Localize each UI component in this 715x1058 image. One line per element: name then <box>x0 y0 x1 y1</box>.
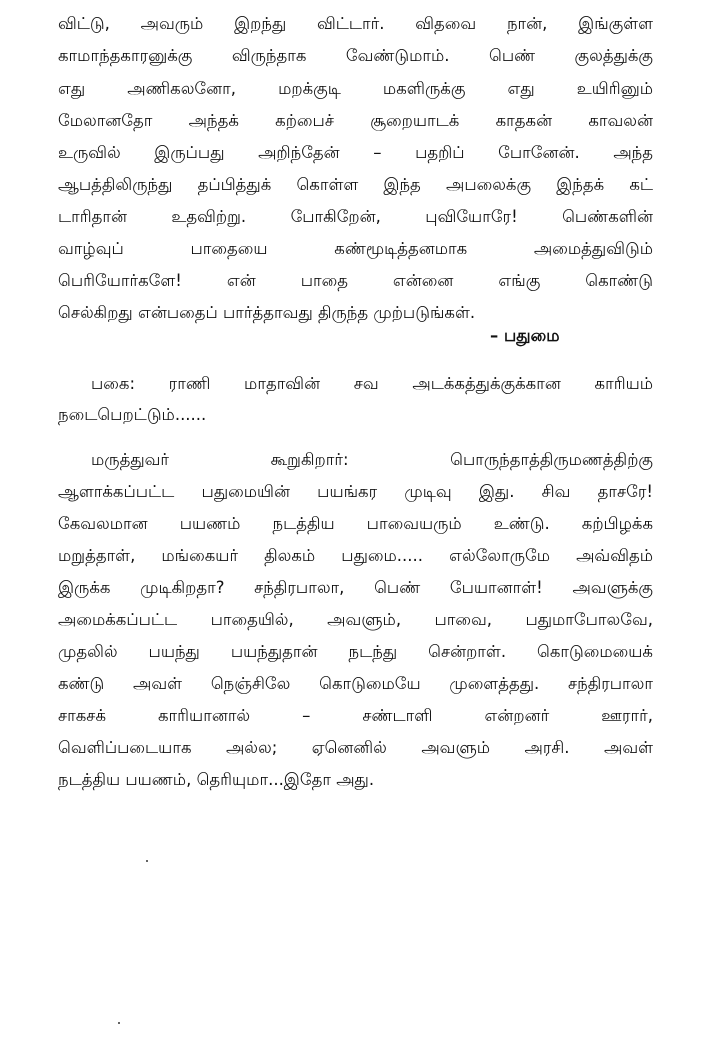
text-line: மருத்துவர் கூறுகிறார்: பொருந்தாத்திருமணத்திற்கு <box>91 450 653 469</box>
text-line: மறுத்தாள், மங்கையர் திலகம் பதுமை..... எல்லோருமே அவ்விதம் <box>58 546 653 565</box>
text-line: ஆளாக்கப்பட்ட பதுமையின் பயங்கர முடிவு இது. சிவ தாசரே! <box>58 482 653 501</box>
text-line: கேவலமான பயணம் நடத்திய பாவையரும் உண்டு. கற்பிழக்க <box>58 514 653 533</box>
text-line: டாரிதான் உதவிற்று. போகிறேன், புவியோரே! பெண்களின் <box>58 207 653 226</box>
text-line: உருவில் இருப்பது அறிந்தேன் – பதறிப் போனேன். அந்த <box>58 143 653 162</box>
scan-speck <box>118 1022 120 1024</box>
text-line: சாகசக் காரியானால் – சண்டாளி என்றனர் ஊரார், <box>58 706 653 725</box>
text-line: விட்டு, அவரும் இறந்து விட்டார். விதவை நான், இங்குள்ள <box>58 14 653 33</box>
text-line: வாழ்வுப் பாதையை கண்மூடித்தனமாக அமைத்துவிடும் <box>58 239 653 258</box>
text-line: பகை: ராணி மாதாவின் சவ அடக்கத்துக்குக்கான காரியம் <box>91 374 653 393</box>
text-line: செல்கிறது என்பதைப் பார்த்தாவது திருந்த முற்படுங்கள். <box>58 303 476 322</box>
text-line: மேலானதோ அந்தக் கற்பைச் சூறையாடக் காதகன் காவலன் <box>58 111 653 130</box>
text-line: காமாந்தகாரனுக்கு விருந்தாக வேண்டுமாம். பெண் குலத்துக்கு <box>58 46 653 65</box>
text-line: வெளிப்படையாக அல்ல; ஏனெனில் அவளும் அரசி. அவள் <box>58 738 653 757</box>
scan-speck <box>146 860 148 862</box>
signature: – பதுமை <box>490 326 560 345</box>
text-line: இருக்க முடிகிறதா? சந்திரபாலா, பெண் பேயானாள்! அவளுக்கு <box>58 578 653 597</box>
text-line: எது அணிகலனோ, மறக்குடி மகளிருக்கு எது உயிரினும் <box>58 79 653 98</box>
text-line: ஆபத்திலிருந்து தப்பித்துக் கொள்ள இந்த அபலைக்கு இந்தக் கட் <box>58 175 653 194</box>
text-line: பெரியோர்களே! என் பாதை என்னை எங்கு கொண்டு <box>58 271 653 290</box>
text-line: அமைக்கப்பட்ட பாதையில், அவளும், பாவை, பதுமாபோலவே, <box>58 610 653 629</box>
text-line: முதலில் பயந்து பயந்துதான் நடந்து சென்றாள். கொடுமையைக் <box>58 642 653 661</box>
text-line: நடைபெறட்டும்...... <box>58 405 207 424</box>
text-line: கண்டு அவள் நெஞ்சிலே கொடுமையே முளைத்தது. சந்திரபாலா <box>58 674 653 693</box>
text-line: நடத்திய பயணம், தெரியுமா...இதோ அது. <box>58 770 375 789</box>
